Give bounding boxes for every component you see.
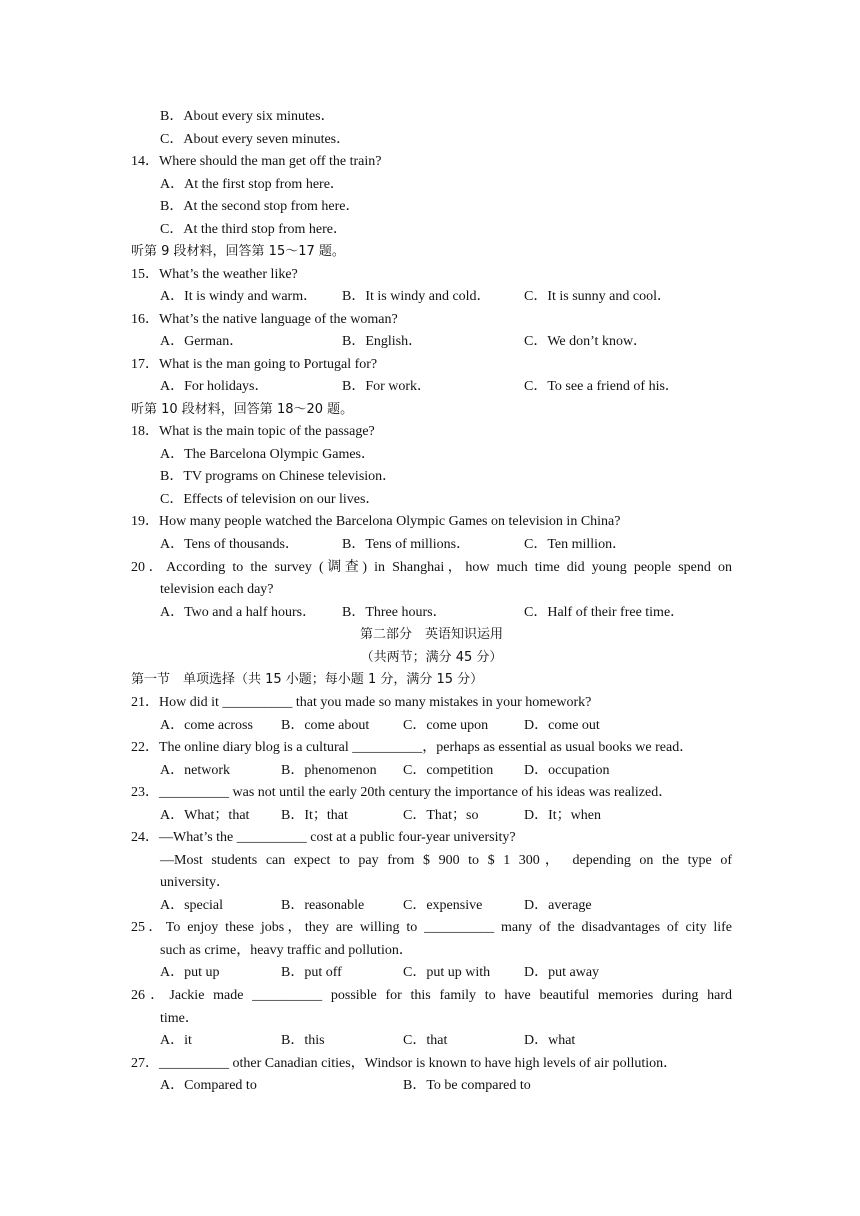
q27-option-b: B．To be compared to: [403, 1078, 531, 1093]
q15-option-a: A．It is windy and warm．: [160, 289, 318, 304]
q24-response-line2: university．: [160, 875, 230, 890]
q13-option-b: B．About every six minutes．: [160, 109, 335, 124]
q24-response-line1: —Most students can expect to pay from $ 900 to $ 1 300， depending on the type of: [160, 853, 732, 868]
q22-option-a: A．network: [160, 763, 230, 778]
q25-option-a: A．put up: [160, 965, 220, 980]
q21-option-c: C．come upon: [403, 718, 489, 733]
q24-option-a: A．special: [160, 898, 223, 913]
q26-option-d: D．what: [524, 1033, 576, 1048]
q19-option-b: B．Tens of millions．: [342, 537, 471, 552]
q21-stem: 21．How did it __________ that you made so many mistakes in your homework?: [131, 695, 592, 710]
q19-stem: 19．How many people watched the Barcelona Olympic Games on television in China?: [131, 514, 621, 529]
q13-option-c: C．About every seven minutes．: [160, 132, 351, 147]
part-two-subtitle: （共两节；满分 45 分）: [360, 650, 503, 665]
q21-option-b: B．come about: [281, 718, 370, 733]
q22-option-c: C．competition: [403, 763, 494, 778]
q23-option-d: D．It；when: [524, 808, 601, 823]
q26-option-c: C．that: [403, 1033, 448, 1048]
q23-stem: 23．__________ was not until the early 20th century the importance of his ideas was realized．: [131, 785, 673, 800]
part-two-title: 第二部分 英语知识运用: [359, 627, 503, 642]
q16-option-b: B．English．: [342, 334, 423, 349]
q24-stem: 24．—What’s the __________ cost at a public four-year university?: [131, 830, 516, 845]
q18-option-a: A．The Barcelona Olympic Games．: [160, 447, 375, 462]
q26-option-a: A．it: [160, 1033, 192, 1048]
q21-option-d: D．come out: [524, 718, 600, 733]
q27-stem: 27．__________ other Canadian cities，Windsor is known to have high levels of air pollution．: [131, 1056, 678, 1071]
q20-stem-line1: 20．According to the survey (调查) in Shanghai，how much time did young people spend on: [131, 560, 732, 575]
q17-stem: 17．What is the man going to Portugal for?: [131, 357, 378, 372]
listening-instruction-10: 听第 10 段材料，回答第 18～20 题。: [131, 402, 354, 417]
q25-stem-line1: 25．To enjoy these jobs，they are willing to __________ many of the disadvantages of city life: [131, 920, 732, 935]
q21-option-a: A．come across: [160, 718, 253, 733]
q23-option-a: A．What；that: [160, 808, 250, 823]
q22-stem: 22．The online diary blog is a cultural __________，perhaps as essential as usual books we read．: [131, 740, 694, 755]
q23-option-b: B．It；that: [281, 808, 348, 823]
q27-option-a: A．Compared to: [160, 1078, 257, 1093]
q15-option-b: B．It is windy and cold．: [342, 289, 491, 304]
q25-option-d: D．put away: [524, 965, 600, 980]
q17-option-a: A．For holidays．: [160, 379, 269, 394]
q20-option-c: C．Half of their free time．: [524, 605, 685, 620]
q26-option-b: B．this: [281, 1033, 325, 1048]
q24-option-d: D．average: [524, 898, 592, 913]
q14-option-a: A．At the first stop from here．: [160, 177, 344, 192]
q17-option-c: C．To see a friend of his．: [524, 379, 679, 394]
q15-option-c: C．It is sunny and cool．: [524, 289, 671, 304]
q19-option-c: C．Ten million．: [524, 537, 627, 552]
q14-stem: 14．Where should the man get off the train?: [131, 154, 382, 169]
q24-option-b: B．reasonable: [281, 898, 365, 913]
q18-option-b: B．TV programs on Chinese television．: [160, 469, 397, 484]
q26-stem-line2: time．: [160, 1011, 199, 1026]
q25-option-b: B．put off: [281, 965, 342, 980]
q22-option-d: D．occupation: [524, 763, 610, 778]
q18-option-c: C．Effects of television on our lives．: [160, 492, 380, 507]
q18-stem: 18．What is the main topic of the passage?: [131, 424, 375, 439]
q22-option-b: B．phenomenon: [281, 763, 377, 778]
q25-option-c: C．put up with: [403, 965, 491, 980]
q14-option-c: C．At the third stop from here．: [160, 222, 348, 237]
q17-option-b: B．For work．: [342, 379, 432, 394]
q25-stem-line2: such as crime，heavy traffic and pollution．: [160, 943, 413, 958]
q16-option-c: C．We don’t know．: [524, 334, 648, 349]
listening-instruction-9: 听第 9 段材料，回答第 15～17 题。: [131, 244, 345, 259]
q24-option-c: C．expensive: [403, 898, 483, 913]
q20-option-a: A．Two and a half hours．: [160, 605, 317, 620]
q16-stem: 16．What’s the native language of the woman?: [131, 312, 398, 327]
section-one-title: 第一节 单项选择（共 15 小题；每小题 1 分，满分 15 分）: [131, 672, 484, 687]
q15-stem: 15．What’s the weather like?: [131, 267, 298, 282]
q23-option-c: C．That；so: [403, 808, 479, 823]
q20-stem-line2: television each day?: [160, 582, 274, 597]
q26-stem-line1: 26．Jackie made __________ possible for this family to have beautiful memories during hard: [131, 988, 732, 1003]
q19-option-a: A．Tens of thousands．: [160, 537, 300, 552]
q20-option-b: B．Three hours．: [342, 605, 447, 620]
q16-option-a: A．German．: [160, 334, 244, 349]
q14-option-b: B．At the second stop from here．: [160, 199, 360, 214]
